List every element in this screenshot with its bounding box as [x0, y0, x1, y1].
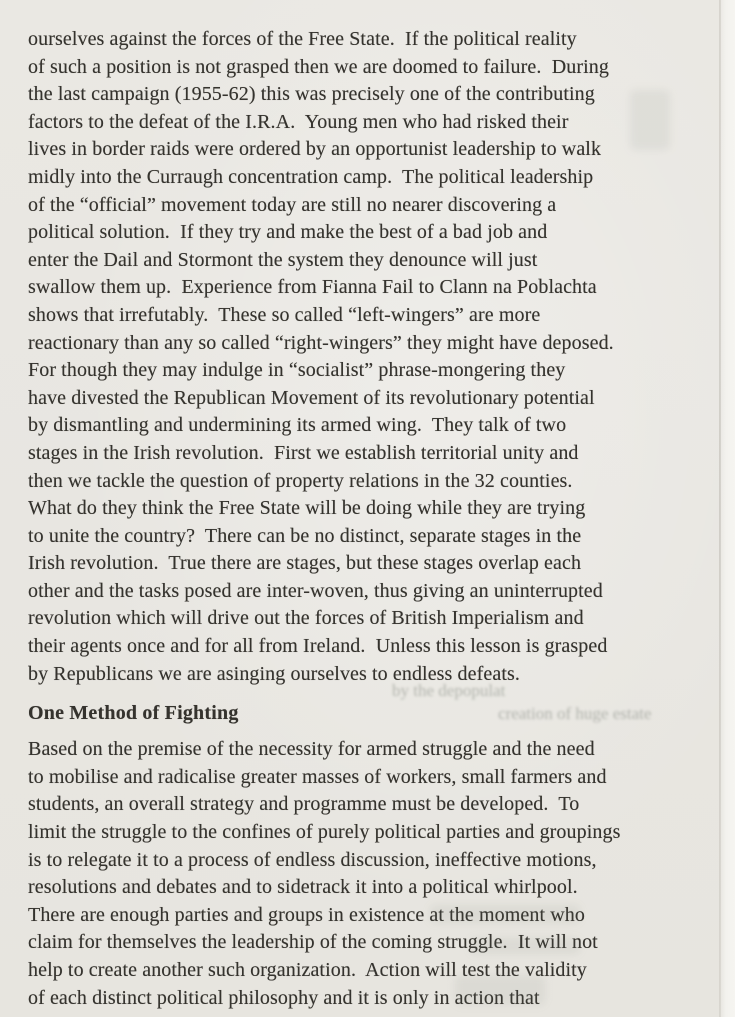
body-paragraph-2 [28, 736, 720, 1012]
text-line: students, an overall strategy and programme must be developed. To [28, 793, 580, 816]
text-line: shows that irrefutably. These so called “left-wingers” are more [28, 303, 541, 326]
text-line: What do they think the Free State will be doing while they are trying [28, 497, 586, 520]
page-text-block [28, 26, 720, 1012]
body-paragraph-1 [28, 26, 720, 688]
ink-bleedthrough-text: creation of huge estate [498, 704, 652, 723]
text-line: factors to the defeat of the I.R.A. Young men who had risked their [28, 110, 569, 133]
text-line: enter the Dail and Stormont the system they denounce will just [28, 248, 538, 271]
text-line: Irish revolution. True there are stages, but these stages overlap each [28, 552, 582, 575]
text-line: by Republicans we are asinging ourselves to endless defeats. [28, 662, 520, 685]
text-line: by dismantling and undermining its armed wing. They talk of two [28, 414, 567, 437]
text-line: of the “official” movement today are still no nearer discovering a [28, 193, 557, 216]
text-line: resolutions and debates and to sidetrack it into a political whirlpool. [28, 876, 578, 899]
text-line: claim for themselves the leadership of the coming struggle. It will not [28, 931, 598, 954]
text-line: Based on the premise of the necessity for armed struggle and the need [28, 738, 595, 761]
text-line: There are enough parties and groups in existence at the moment who [28, 903, 585, 926]
text-line: have divested the Republican Movement of its revolutionary potential [28, 386, 595, 409]
text-line: other and the tasks posed are inter-woven, thus giving an uninterrupted [28, 579, 603, 602]
text-line: ourselves against the forces of the Free State. If the political reality [28, 28, 577, 50]
text-line: of each distinct political philosophy and it is only in action that [28, 986, 540, 1009]
text-line: of such a position is not grasped then we are doomed to failure. During [28, 55, 609, 78]
text-line: to unite the country? There can be no distinct, separate stages in the [28, 524, 582, 547]
page-edge-highlight [720, 0, 735, 1017]
ink-bleedthrough-text: by the depopulat [392, 681, 506, 700]
text-line: is to relegate it to a process of endless discussion, ineffective motions, [28, 848, 597, 871]
text-line: stages in the Irish revolution. First we establish territorial unity and [28, 441, 579, 464]
text-line: swallow them up. Experience from Fianna Fail to Clann na Poblachta [28, 276, 597, 299]
text-line: the last campaign (1955-62) this was precisely one of the contributing [28, 83, 595, 106]
text-line: midly into the Curraugh concentration camp. The political leadership [28, 165, 594, 188]
text-line: to mobilise and radicalise greater masses of workers, small farmers and [28, 765, 607, 788]
text-line: reactionary than any so called “right-wingers” they might have deposed. [28, 331, 614, 354]
text-line: lives in border raids were ordered by an opportunist leadership to walk [28, 138, 602, 161]
text-line: help to create another such organization. Action will test the validity [28, 959, 587, 981]
text-line: political solution. If they try and make the best of a bad job and [28, 221, 548, 244]
text-line: For though they may indulge in “socialist” phrase-mongering they [28, 359, 566, 382]
section-heading: One Method of Fighting [28, 702, 239, 725]
text-line: then we tackle the question of property relations in the 32 counties. [28, 469, 573, 492]
text-line: their agents once and for all from Ireland. Unless this lesson is grasped [28, 635, 608, 658]
text-line: revolution which will drive out the forces of British Imperialism and [28, 607, 584, 630]
text-line: limit the struggle to the confines of purely political parties and groupings [28, 821, 621, 844]
